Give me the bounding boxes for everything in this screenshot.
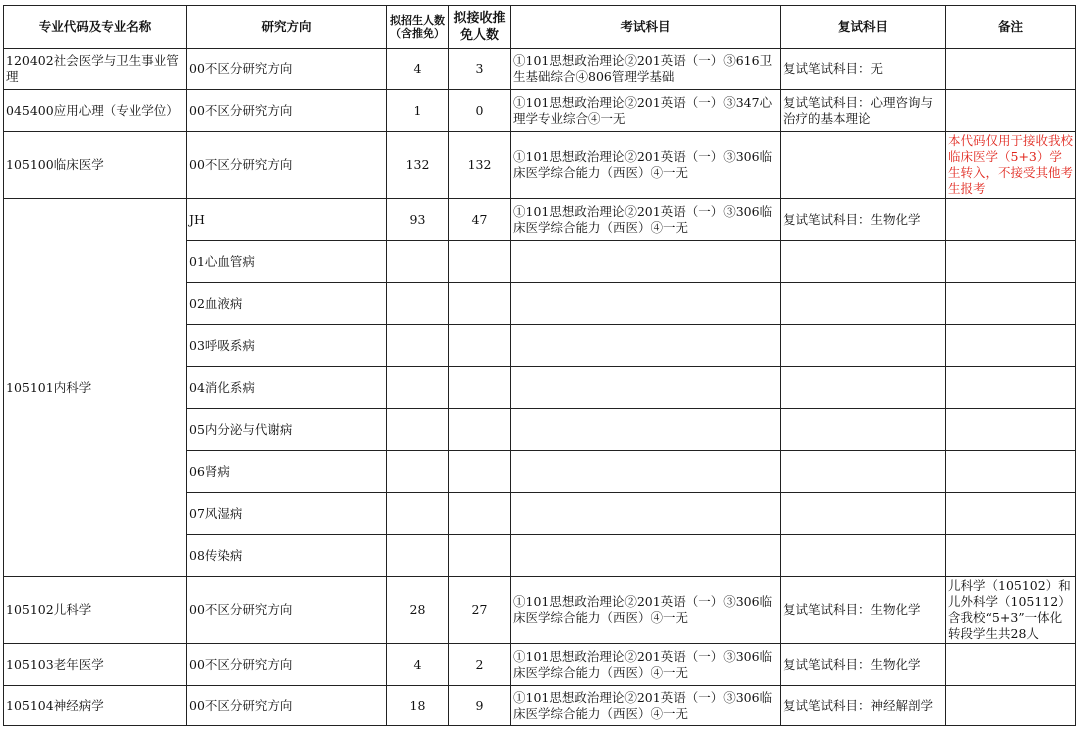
direction-cell: 05内分泌与代谢病 (187, 409, 387, 451)
plan-cell: 4 (387, 49, 449, 90)
exam-cell: ①101思想政治理论②201英语（一）③306临床医学综合能力（西医）④一无 (511, 644, 781, 686)
exam-cell: ①101思想政治理论②201英语（一）③306临床医学综合能力（西医）④一无 (511, 132, 781, 199)
plan-cell: 4 (387, 644, 449, 686)
retest-cell: 复试笔试科目：神经解剖学 (781, 686, 946, 726)
direction-cell: 00不区分研究方向 (187, 132, 387, 199)
retest-cell: 复试笔试科目：心理咨询与治疗的基本理论 (781, 90, 946, 132)
exam-cell: ①101思想政治理论②201英语（一）③616卫生基础综合④806管理学基础 (511, 49, 781, 90)
exam-cell: ①101思想政治理论②201英语（一）③306临床医学综合能力（西医）④一无 (511, 199, 781, 241)
plan-cell: 1 (387, 90, 449, 132)
exempt-cell: 132 (449, 132, 511, 199)
exam-cell: ①101思想政治理论②201英语（一）③347心理学专业综合④一无 (511, 90, 781, 132)
plan-cell: 18 (387, 686, 449, 726)
exempt-cell: 9 (449, 686, 511, 726)
direction-cell: 06肾病 (187, 451, 387, 493)
header-note: 备注 (946, 6, 1076, 49)
header-plan: 拟招生人数（含推免） (387, 6, 449, 49)
table-row (4, 199, 1076, 241)
exempt-cell: 27 (449, 577, 511, 644)
note-cell (946, 686, 1076, 726)
direction-cell: 00不区分研究方向 (187, 577, 387, 644)
retest-cell: 复试笔试科目：生物化学 (781, 644, 946, 686)
note-cell (946, 90, 1076, 132)
direction-cell: 03呼吸系病 (187, 325, 387, 367)
major-cell: 105100临床医学 (4, 132, 187, 199)
direction-cell: 00不区分研究方向 (187, 644, 387, 686)
exempt-cell: 47 (449, 199, 511, 241)
header-major: 专业代码及专业名称 (4, 6, 187, 49)
major-cell: 105104神经病学 (4, 686, 187, 726)
plan-cell: 93 (387, 199, 449, 241)
major-cell-internal: 105101内科学 (4, 199, 187, 577)
header-direction: 研究方向 (187, 6, 387, 49)
retest-cell: 复试笔试科目：无 (781, 49, 946, 90)
table-row (4, 644, 1076, 686)
direction-cell: 00不区分研究方向 (187, 686, 387, 726)
retest-cell: 复试笔试科目：生物化学 (781, 199, 946, 241)
major-cell: 105103老年医学 (4, 644, 187, 686)
header-retest: 复试科目 (781, 6, 946, 49)
direction-cell: 00不区分研究方向 (187, 90, 387, 132)
note-cell-highlight: 本代码仅用于接收我校临床医学（5+3）学生转入，不接受其他考生报考 (946, 132, 1076, 199)
plan-cell: 132 (387, 132, 449, 199)
header-exempt: 拟接收推免人数 (449, 6, 511, 49)
direction-cell: JH (187, 199, 387, 241)
plan-cell: 28 (387, 577, 449, 644)
direction-cell: 02血液病 (187, 283, 387, 325)
exempt-cell: 2 (449, 644, 511, 686)
exempt-cell: 0 (449, 90, 511, 132)
enrollment-table (3, 5, 1076, 726)
table-row (4, 577, 1076, 644)
direction-cell: 04消化系病 (187, 367, 387, 409)
exam-cell: ①101思想政治理论②201英语（一）③306临床医学综合能力（西医）④一无 (511, 577, 781, 644)
header-row (4, 6, 1076, 49)
major-cell: 045400应用心理（专业学位） (4, 90, 187, 132)
major-cell: 120402社会医学与卫生事业管理 (4, 49, 187, 90)
major-cell: 105102儿科学 (4, 577, 187, 644)
note-cell (946, 644, 1076, 686)
direction-cell: 07风湿病 (187, 493, 387, 535)
note-cell (946, 199, 1076, 241)
note-cell (946, 49, 1076, 90)
direction-cell: 00不区分研究方向 (187, 49, 387, 90)
table-row (4, 90, 1076, 132)
table-row (4, 132, 1076, 199)
retest-cell: 复试笔试科目：生物化学 (781, 577, 946, 644)
table-row (4, 49, 1076, 90)
direction-cell: 08传染病 (187, 535, 387, 577)
exempt-cell: 3 (449, 49, 511, 90)
header-exam: 考试科目 (511, 6, 781, 49)
table-row (4, 686, 1076, 726)
direction-cell: 01心血管病 (187, 241, 387, 283)
retest-cell (781, 132, 946, 199)
note-cell: 儿科学（105102）和儿外科学（105112）含我校“5+3”一体化转段学生共28人 (946, 577, 1076, 644)
exam-cell: ①101思想政治理论②201英语（一）③306临床医学综合能力（西医）④一无 (511, 686, 781, 726)
